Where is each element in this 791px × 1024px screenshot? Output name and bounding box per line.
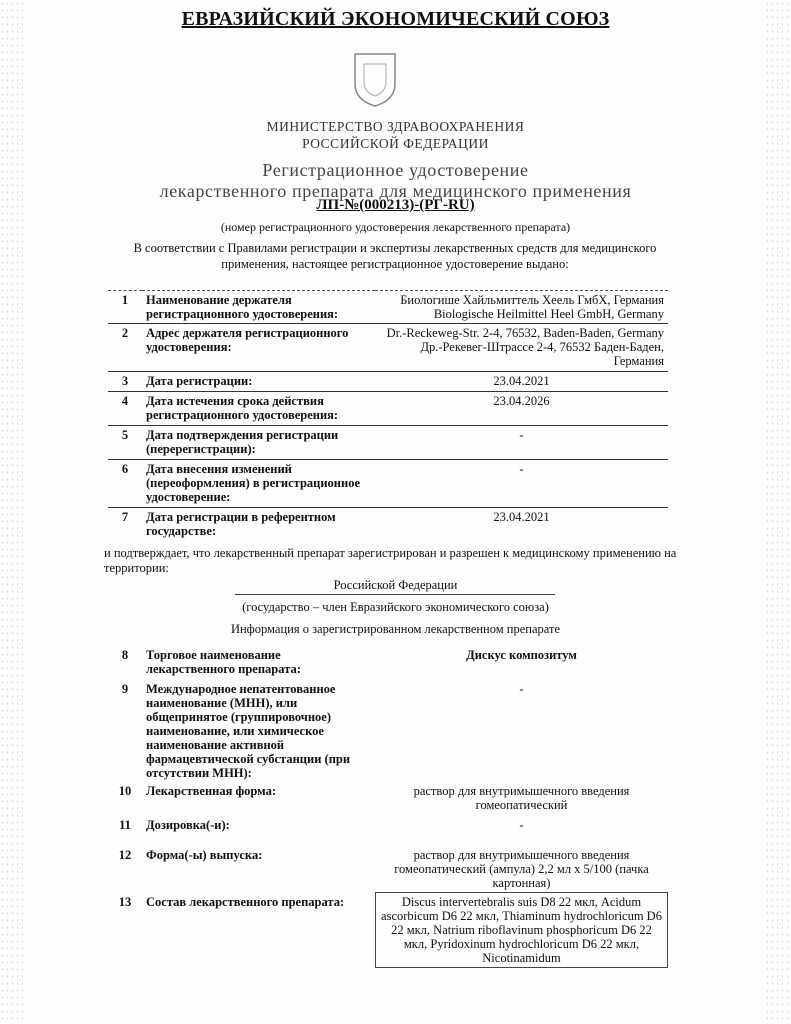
row-number: 9: [121, 682, 129, 696]
row-value: Биологише Хайльмиттель Хеель ГмбХ, Германия Biologische Heilmittel Heel GmbH, Germany: [375, 291, 668, 324]
row-value: -: [519, 682, 524, 696]
table-row: [108, 372, 668, 392]
confirmation-text: и подтверждает, что лекарственный препарат зарегистрирован и разрешен к медицинскому применению на территории:: [104, 546, 677, 575]
row-value: -: [519, 818, 524, 832]
row-value: 23.04.2026: [375, 392, 668, 426]
holder-info-table: [108, 290, 668, 540]
row-number: 4: [108, 392, 142, 426]
row-value: -: [375, 426, 668, 460]
row-number: 1: [108, 291, 142, 324]
emblem-icon: [350, 50, 400, 108]
row-label: Дата регистрации в референтном государстве:: [142, 508, 375, 541]
certificate-title: [0, 160, 791, 202]
table-row: [108, 846, 668, 893]
row-value: [376, 646, 668, 680]
row-value: Dr.-Reckeweg-Str. 2-4, 76532, Baden-Baden, Germany Др.-Рекевег-Штрассе 2-4, 76532 Баден-Баден, Германия: [375, 324, 668, 372]
certificate-title-line2: лекарственного препарата для медицинского применения: [159, 181, 632, 201]
union-title: ЕВРАЗИЙСКИЙ ЭКОНОМИЧЕСКИЙ СОЮЗ: [181, 8, 610, 30]
row-label: Состав лекарственного препарата:: [146, 894, 345, 909]
row-number: 3: [108, 372, 142, 392]
country-name: Российской Федерации: [333, 578, 458, 592]
row-value: раствор для внутримышечного введения гомеопатический: [413, 784, 630, 812]
row-label: Лекарственная форма:: [146, 784, 277, 798]
row-number: 2: [108, 324, 142, 372]
scan-noise-left: [0, 0, 26, 1024]
table-row: [108, 646, 668, 680]
row-label: Дата регистрации:: [142, 372, 375, 392]
registration-number-caption: (номер регистрационного удостоверения лекарственного препарата): [220, 220, 571, 234]
ministry-line1: МИНИСТЕРСТВО ЗДРАВООХРАНЕНИЯ: [266, 119, 525, 134]
row-label: Дозировка(-и):: [146, 818, 230, 832]
row-number: 7: [108, 508, 142, 541]
table-row: [108, 893, 668, 968]
row-number: 6: [108, 460, 142, 508]
row-number: 5: [108, 426, 142, 460]
country-underline: [235, 594, 555, 595]
table-row: [108, 460, 668, 508]
row-number: 13: [118, 894, 132, 909]
row-label: Наименование держателя регистрационного удостоверения:: [142, 291, 375, 324]
scan-noise-right: [765, 0, 791, 1024]
row-label: Дата истечения срока действия регистрационного удостоверения:: [142, 392, 375, 426]
row-number: 10: [118, 784, 132, 798]
country-caption: (государство – член Евразийского экономического союза): [242, 600, 549, 614]
table-row: [108, 392, 668, 426]
row-value: 23.04.2021: [375, 508, 668, 541]
row-number: 11: [119, 818, 131, 832]
table-row: [108, 508, 668, 541]
row-label: Форма(-ы) выпуска:: [146, 848, 263, 862]
table-row: [108, 782, 668, 816]
row-number: 8: [121, 648, 129, 662]
row-number: 12: [118, 848, 132, 862]
row-value: 23.04.2021: [375, 372, 668, 392]
drug-info-table: [108, 646, 668, 968]
ministry-line2: РОССИЙСКОЙ ФЕДЕРАЦИИ: [302, 136, 489, 151]
intro-text: В соответствии с Правилами регистрации и экспертизы лекарственных средств для медицинского применения, настоящее регистрационное удостоверение выдано:: [133, 241, 657, 271]
row-label: Адрес держателя регистрационного удостоверения:: [142, 324, 375, 372]
row-label: Торговое наименование лекарственного препарата:: [146, 648, 301, 676]
certificate-title-line1: Регистрационное удостоверение: [262, 160, 529, 180]
table-row: [108, 291, 668, 324]
table-row: [108, 680, 668, 782]
row-value: раствор для внутримышечного введения гомеопатический (ампула) 2,2 мл x 5/100 (пачка картонная): [394, 848, 649, 890]
table-row: [108, 426, 668, 460]
row-label: Дата подтверждения регистрации (перерегистрации):: [142, 426, 375, 460]
table-row: [108, 324, 668, 372]
row-label: Дата внесения изменений (переоформления) в регистрационное удостоверение:: [142, 460, 375, 508]
table-row: [108, 816, 668, 846]
registration-number: ЛП-№(000213)-(РГ-RU): [316, 197, 475, 213]
row-value: -: [375, 460, 668, 508]
info-section-title: Информация о зарегистрированном лекарственном препарате: [230, 622, 561, 636]
ministry-name: [0, 118, 791, 152]
row-value: Discus intervertebralis suis D8 22 мкл, Acidum ascorbicum D6 22 мкл, Thiaminum hydrochloricum D6 22 мкл, Natrium riboflavinum phosphoricum D6 22 мкл, Pyridoxinum hydrochloricum D6 22 мкл, Nicotinamidum: [376, 893, 668, 968]
row-label: Международное непатентованное наименование (МНН), или общепринятое (группировочное) наименование, или химическое наименование активной фармацевтической субстанции (при отсутствии МНН):: [146, 682, 351, 780]
trade-name: Дискус композитум: [466, 648, 577, 662]
